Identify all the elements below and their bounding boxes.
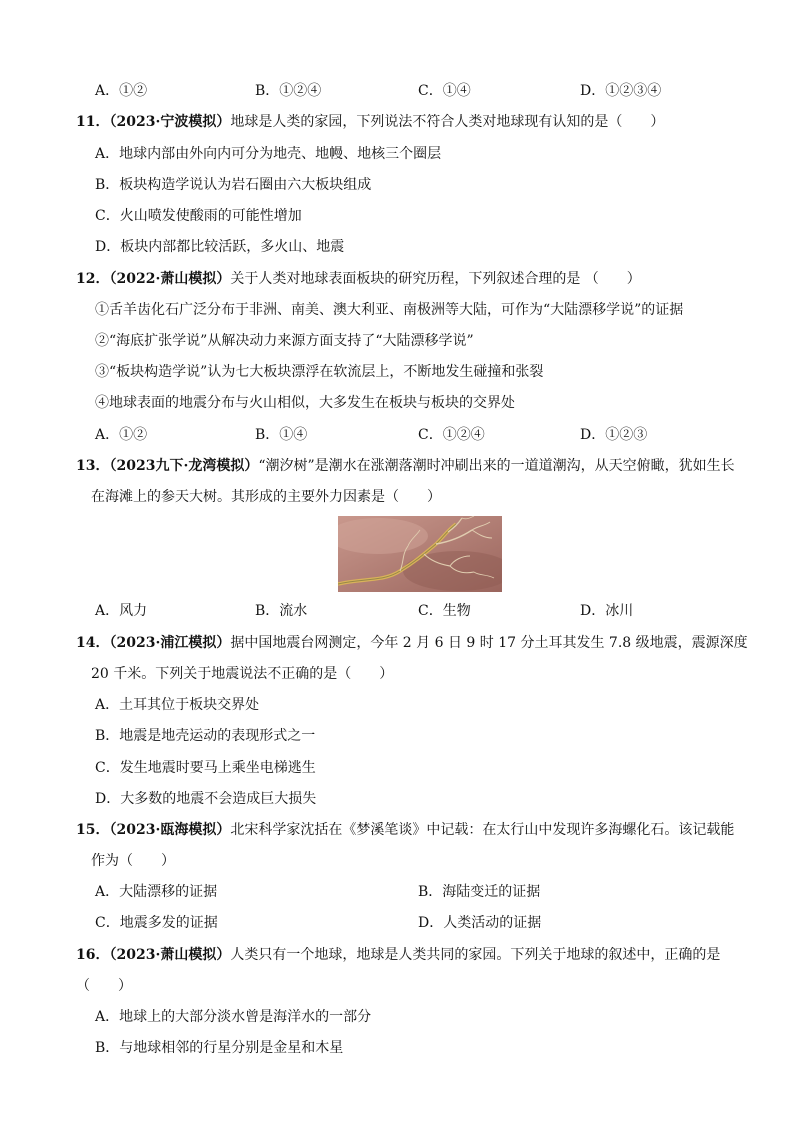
question-14-number: 14． [76,635,110,651]
question-16-source: （2023·萧山模拟） [109,947,231,963]
question-12-option-b: B．①④ [255,427,308,443]
top-option-b: B．①②④ [255,83,322,99]
question-13-stem-line2: 在海滩上的参天大树。其形成的主要外力因素是（ ） [91,489,441,505]
question-16-stem-line2: （ ） [76,978,132,994]
question-11-option-a: A．地球内部由外向内可分为地壳、地幔、地核三个圈层 [95,146,442,162]
question-11-text: 地球是人类的家园，下列说法不符合人类对地球现有认知的是（ ） [230,114,665,130]
question-16-option-a: A．地球上的大部分淡水曾是海洋水的一部分 [95,1009,372,1025]
question-14-option-a: A．土耳其位于板块交界处 [95,697,260,713]
question-15-source: （2023·瓯海模拟） [109,822,231,838]
question-12-option-d: D．①②③ [580,427,648,443]
question-14-stem-line2: 20 千米。下列关于地震说法不正确的是（ ） [91,666,394,682]
question-12-source: （2022·萧山模拟） [109,271,231,287]
question-14-option-d: D．大多数的地震不会造成巨大损失 [95,791,317,807]
question-13-stem-line1 [76,457,735,475]
question-13-number: 13． [76,458,110,474]
question-14-stem-line1 [76,634,748,652]
question-16-option-b: B．与地球相邻的行星分别是金星和木星 [95,1040,344,1056]
question-12-option-c: C．①②④ [418,427,485,443]
top-option-a: A．①② [95,83,148,99]
question-16-stem-line1 [76,946,720,964]
question-11-stem [76,113,664,131]
question-15-option-c: C．地震多发的证据 [95,915,218,931]
question-14-option-b: B．地震是地壳运动的表现形式之一 [95,728,316,744]
tidal-tree-illustration [338,516,502,592]
question-16-number: 16． [76,947,110,963]
question-13-option-d: D．冰川 [580,603,634,619]
question-16-text-line1: 人类只有一个地球，地球是人类共同的家园。下列关于地球的叙述中，正确的是 [230,947,721,963]
question-14-option-c: C．发生地震时要马上乘坐电梯逃生 [95,760,316,776]
question-11-source: （2023·宁波模拟） [109,114,231,130]
question-15-text-line1: 北宋科学家沈括在《梦溪笔谈》中记载：在太行山中发现许多海螺化石。该记载能 [230,822,735,838]
question-13-option-a: A．风力 [95,603,148,619]
question-13-source: （2023九下·龙湾模拟） [109,458,259,474]
top-option-c: C．①④ [418,83,471,99]
question-12-item-2: ②“海底扩张学说”从解决动力来源方面支持了“大陆漂移学说” [95,333,474,349]
question-13-option-c: C．生物 [418,603,471,619]
question-15-option-b: B．海陆变迁的证据 [418,884,541,900]
question-12-text: 关于人类对地球表面板块的研究历程，下列叙述合理的是 （ ） [230,271,641,287]
top-option-d: D．①②③④ [580,83,662,99]
question-15-stem-line2: 作为（ ） [91,853,175,869]
question-14-source: （2023·浦江模拟） [109,635,231,651]
question-15-option-d: D．人类活动的证据 [418,915,542,931]
question-12-item-3: ③“板块构造学说”认为七大板块漂浮在软流层上，不断地发生碰撞和张裂 [95,364,544,380]
question-12-item-4: ④地球表面的地震分布与火山相似，大多发生在板块与板块的交界处 [95,395,515,411]
tidal-tree-photo [338,516,502,592]
question-13-option-b: B．流水 [255,603,308,619]
question-15-stem-line1 [76,821,734,839]
question-11-option-b: B．板块构造学说认为岩石圈由六大板块组成 [95,177,372,193]
question-11-option-c: C．火山喷发使酸雨的可能性增加 [95,208,302,224]
question-11-option-d: D．板块内部都比较活跃，多火山、地震 [95,239,345,255]
question-15-option-a: A．大陆漂移的证据 [95,884,218,900]
question-12-option-a: A．①② [95,427,148,443]
question-15-number: 15． [76,822,110,838]
question-12-item-1: ①舌羊齿化石广泛分布于非洲、南美、澳大利亚、南极洲等大陆，可作为“大陆漂移学说”的证据 [95,302,684,318]
question-13-text-line1: “潮汐树”是潮水在涨潮落潮时冲刷出来的一道道潮沟，从天空俯瞰，犹如生长 [258,458,735,474]
question-11-number: 11． [76,114,110,130]
question-12-stem [76,270,641,288]
question-14-text-line1: 据中国地震台网测定，今年 2 月 6 日 9 时 17 分土耳其发生 7.8 级地震，震源深度 [230,635,748,651]
question-12-number: 12． [76,271,110,287]
